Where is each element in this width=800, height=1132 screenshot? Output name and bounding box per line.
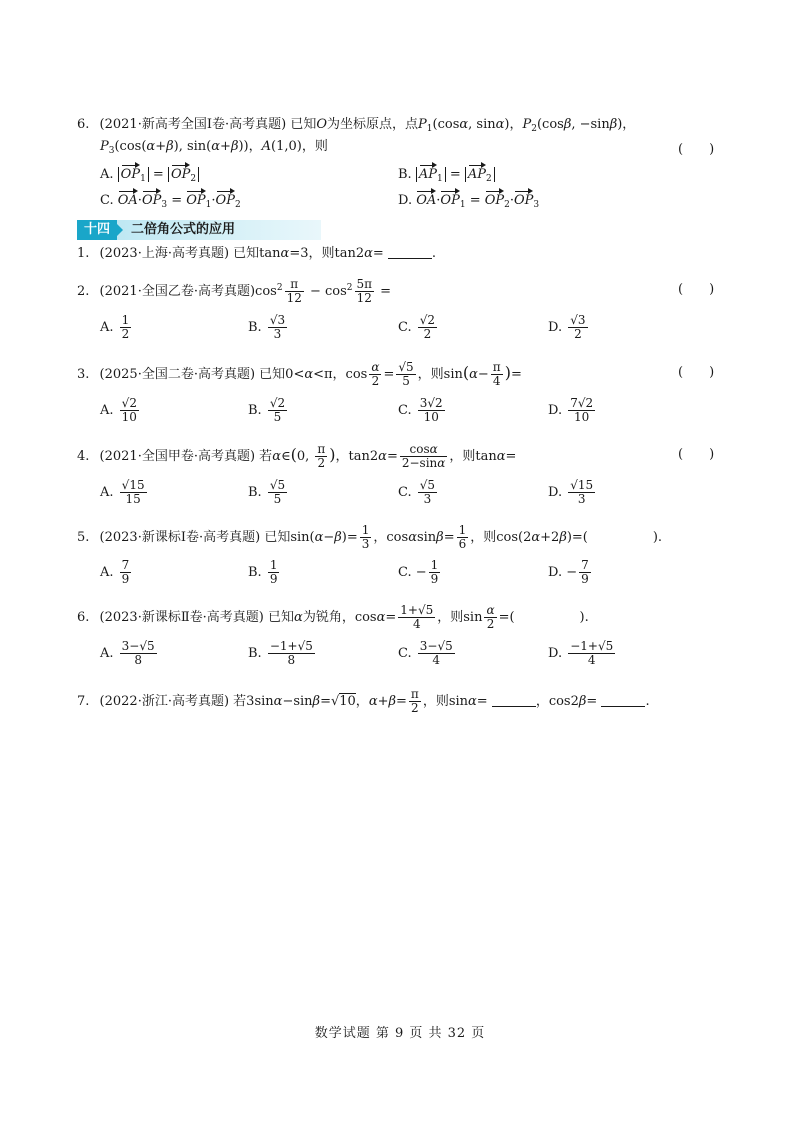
question-number: 7. — [77, 694, 90, 709]
section-title: 二倍角公式的应用 — [131, 222, 236, 237]
option-c: C. − $\frac{1}{9}$ — [398, 558, 439, 586]
question-number: 5. — [77, 530, 90, 545]
question-5: 5. (2023·新课标Ⅰ卷·高考真题) 已知sin(α−β)= $\frac{1}{3}$ ，cosαsinβ= $\frac{1}{6}$ ，则cos(2α+2β)=( ). — [77, 523, 663, 551]
answer-blank — [388, 246, 432, 259]
option-d: D. $OA\cdot OP_1 = OP_2\cdot OP_3$ — [398, 193, 540, 210]
option-c: C. $\frac{√5}{3}$ — [398, 478, 436, 506]
question-source: (2023·新课标Ⅰ卷·高考真题) — [99, 530, 261, 545]
question-number: 4. — [77, 449, 90, 464]
option-b: B. $AP_1 = AP_2$ — [398, 166, 495, 188]
option-a: A. $\frac{1}{2}$ — [100, 313, 130, 341]
option-a: A. $\frac{3-√5}{8}$ — [100, 639, 155, 667]
section-arrow-icon — [117, 224, 123, 236]
question-1: 1. (2023·上海·高考真题) 已知tanα=3，则tan2α= . — [77, 246, 437, 261]
answer-paren: ( ) — [678, 282, 715, 297]
option-b: B. $\frac{√5}{5}$ — [248, 478, 286, 506]
option-c: C. $\frac{3-√5}{4}$ — [398, 639, 453, 667]
question-number: 1. — [77, 246, 90, 261]
question-source: (2025·全国二卷·高考真题) — [99, 367, 256, 382]
question-stem-line-2: $P_3(\cos(\alpha+\beta)$, sin(α+β))，A(1,0)，则 — [100, 139, 328, 156]
option-d: D. $\frac{-1+√5}{4}$ — [548, 639, 614, 667]
answer-paren: ( ) — [678, 447, 715, 462]
option-a: A. $\frac{√2}{10}$ — [100, 396, 137, 424]
option-d: D. $\frac{√15}{3}$ — [548, 478, 594, 506]
question-source: (2023·新课标Ⅱ卷·高考真题) — [99, 610, 264, 625]
question-source: (2022·浙江·高考真题) — [99, 694, 230, 709]
question-4: 4. (2021·全国甲卷·高考真题) 若α∈(0, $\frac{\pi}{2}$ )，tan2α= $\frac{\cos\alpha}{2-\sin\alpha}$ ，则tanα= — [77, 442, 517, 470]
question-source: (2021·全国甲卷·高考真题) — [99, 449, 256, 464]
option-c: C. $OA\cdot OP_3 = OP_1\cdot OP_2$ — [100, 193, 241, 210]
section-header — [77, 220, 321, 240]
answer-blank-2 — [601, 694, 645, 707]
question-number: 6. — [77, 610, 90, 625]
question-6: 6. (2023·新课标Ⅱ卷·高考真题) 已知α为锐角，cosα= $\frac{1+√5}{4}$ ，则sin $\frac{\alpha}{2}$ =( ). — [77, 603, 589, 631]
option-a: A. $\frac{√15}{15}$ — [100, 478, 145, 506]
answer-paren: ( ) — [678, 142, 715, 157]
question-number: 2. — [77, 284, 90, 299]
question-source: (2021·新高考全国Ⅰ卷·高考真题) — [99, 117, 287, 132]
question-2: 2. (2021·全国乙卷·高考真题)$\cos^2$ $\frac{\pi}{12}$ − $\cos^2$ $\frac{5\pi}{12}$ = — [77, 277, 392, 305]
option-c: C. $\frac{√2}{2}$ — [398, 313, 436, 341]
question-stem: 已知O为坐标原点，点$P_1(\cos\alpha$, sinα)，$P_2(\cos\beta$, −sinβ)， — [290, 117, 636, 134]
option-a: A. $\frac{7}{9}$ — [100, 558, 130, 586]
answer-paren: ( ) — [678, 365, 715, 380]
option-b: B. $\frac{√2}{5}$ — [248, 396, 286, 424]
option-b: B. $\frac{-1+√5}{8}$ — [248, 639, 313, 667]
option-a: A. $OP_1 = OP_2$ — [100, 166, 199, 188]
option-d: D. $\frac{√3}{2}$ — [548, 313, 586, 341]
question-7: 7. (2022·浙江·高考真题) 若3sinα−sinβ=√10，α+β= $\frac{\pi}{2}$ ，则sinα= ，cos2β= . — [77, 687, 650, 715]
answer-blank-1 — [492, 694, 536, 707]
question-number: 6. — [77, 117, 90, 132]
question-source: (2023·上海·高考真题) — [99, 246, 230, 261]
question-source: (2021·全国乙卷·高考真题) — [99, 284, 256, 299]
option-d: D. $\frac{7√2}{10}$ — [548, 396, 594, 424]
section-number: 十四 — [77, 220, 117, 240]
question-3: 3. (2025·全国二卷·高考真题) 已知0<α<π，cos $\frac{\alpha}{2}$ = $\frac{√5}{5}$ ，则sin(α− $\frac{\pi}{4}$ )= — [77, 360, 522, 388]
page-footer: 数学试题 第 9 页 共 32 页 — [314, 1026, 486, 1041]
option-c: C. $\frac{3√2}{10}$ — [398, 396, 443, 424]
question-6-vectors — [77, 116, 635, 138]
option-b: B. $\frac{√3}{3}$ — [248, 313, 286, 341]
option-b: B. $\frac{1}{9}$ — [248, 558, 278, 586]
option-d: D. − $\frac{7}{9}$ — [548, 558, 589, 586]
question-number: 3. — [77, 367, 90, 382]
